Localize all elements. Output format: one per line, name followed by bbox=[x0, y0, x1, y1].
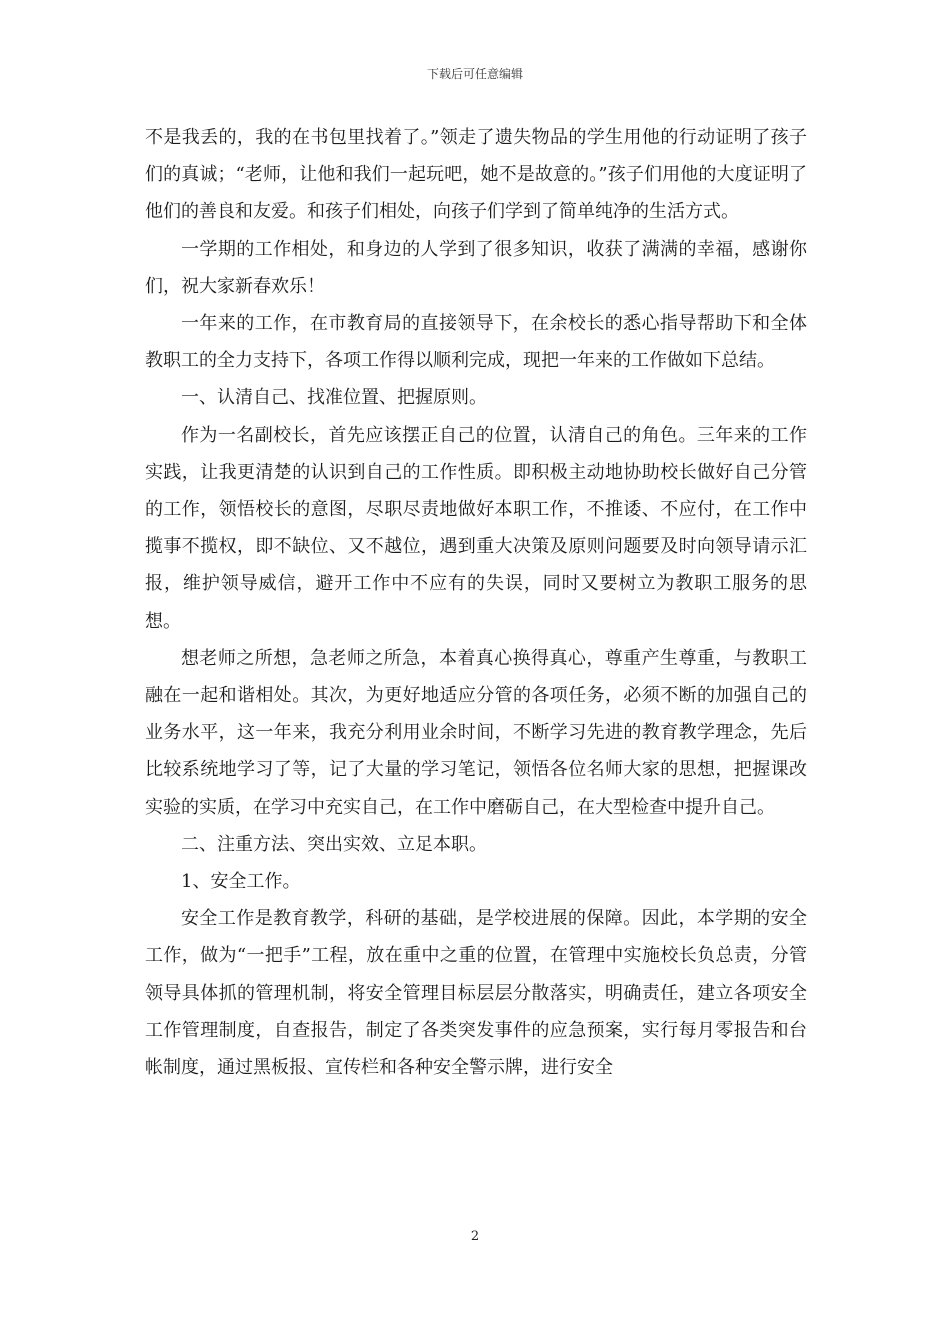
subsection-heading-safety: 1、安全工作。 bbox=[181, 871, 301, 893]
paragraph-continuation: 不是我丢的，我的在书包里找着了。”领走了遗失物品的学生用他的行动证明了孩子们的真诚；“老师，让他和我们一起玩吧，她不是故意的。”孩子们用他的大度证明了他们的善良和友爱。和孩子们相处，向孩子们学到了简单纯净的生活方式。 bbox=[145, 127, 807, 223]
page-number: 2 bbox=[470, 1229, 480, 1244]
section-heading-2: 二、注重方法、突出实效、立足本职。 bbox=[181, 833, 487, 855]
paragraph-learning: 想老师之所想，急老师之所急，本着真心换得真心，尊重产生尊重，与教职工融在一起和谐相处。其次，为更好地适应分管的各项任务，必须不断的加强自己的业务水平，这一年来，我充分利用业余时间，不断学习先进的教育教学理念，先后比较系统地学习了等，记了大量的学习笔记，领悟各位名师大家的思想，把握课改实验的实质，在学习中充实自己，在工作中磨砺自己，在大型检查中提升自己。 bbox=[145, 647, 807, 818]
page-header: 下载后可任意编辑 bbox=[426, 67, 523, 81]
document-body bbox=[145, 119, 807, 1086]
paragraph-role: 作为一名副校长，首先应该摆正自己的位置，认清自己的角色。三年来的工作实践，让我更清楚的认识到自己的工作性质。即积极主动地协助校长做好自己分管的工作，领悟校长的意图，尽职尽责地做好本职工作，不推诿、不应付，在工作中揽事不揽权，即不缺位、又不越位，遇到重大决策及原则问题要及时向领导请示汇报，维护领导威信，避开工作中不应有的失误，同时又要树立为教职工服务的思想。 bbox=[145, 424, 807, 632]
section-heading-1: 一、认清自己、找准位置、把握原则。 bbox=[181, 387, 487, 409]
paragraph-safety: 安全工作是教育教学，科研的基础，是学校进展的保障。因此，本学期的安全工作，做为“一把手”工程，放在重中之重的位置，在管理中实施校长负总责，分管领导具体抓的管理机制，将安全管理目标层层分散落实，明确责任，建立各项安全工作管理制度，自查报告，制定了各类突发事件的应急预案，实行每月零报告和台帐制度，通过黑板报、宣传栏和各种安全警示牌，进行安全 bbox=[145, 908, 807, 1079]
paragraph-intro: 一年来的工作，在市教育局的直接领导下，在余校长的悉心指导帮助下和全体教职工的全力支持下，各项工作得以顺利完成，现把一年来的工作做如下总结。 bbox=[145, 313, 807, 372]
paragraph-thanks: 一学期的工作相处，和身边的人学到了很多知识，收获了满满的幸福，感谢你们，祝大家新春欢乐！ bbox=[145, 238, 807, 297]
